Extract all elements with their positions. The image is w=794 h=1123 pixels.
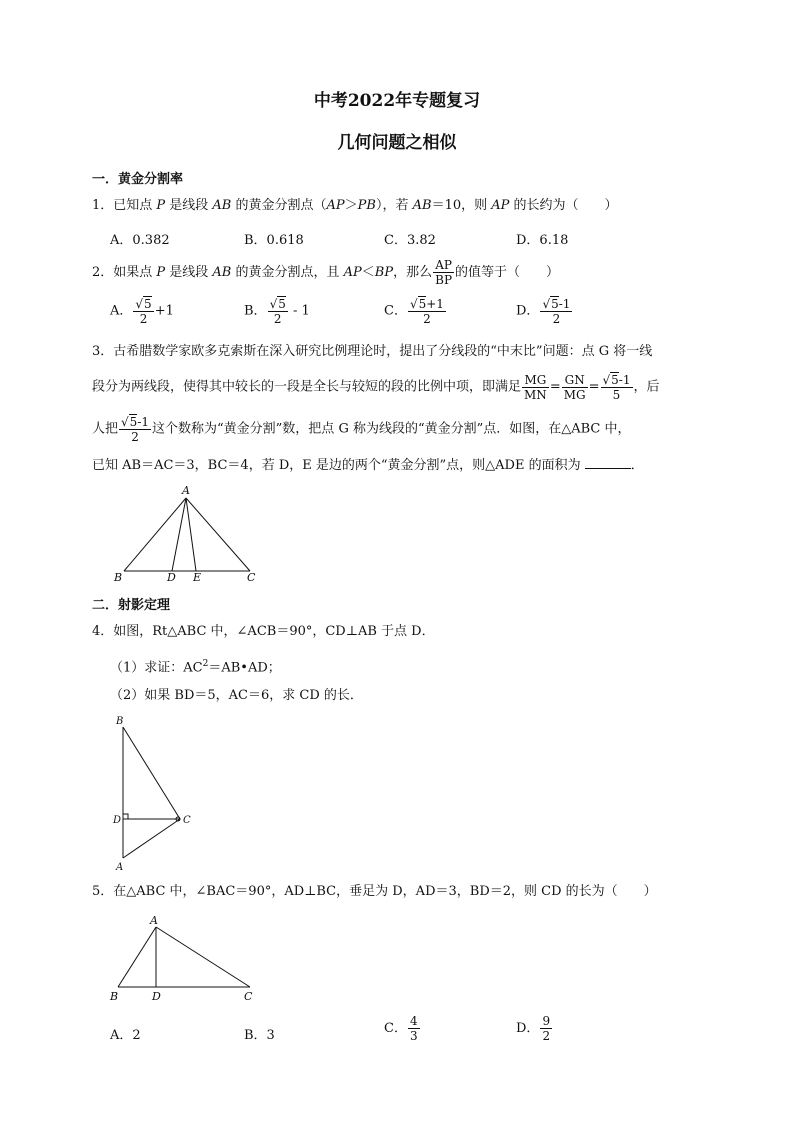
- label-d: D: [113, 815, 122, 826]
- question-3-line-1: 3．古希腊数学家欧多克索斯在深入研究比例理论时，提出了分线段的“中末比”问题：点 G 将一线: [92, 344, 653, 359]
- question-2-stem: 2．如果点 P 是线段 AB 的黄金分割点，且 AP＜BP，那么 $\frac{AP}{BP}$ 的值等于（ ）: [92, 258, 560, 287]
- q2-option-b: B． $\frac{√5}{2}$ - 1: [244, 297, 310, 326]
- label-b: B: [114, 571, 123, 584]
- q5-option-a: A．2: [110, 1028, 141, 1043]
- q4-right-triangle-figure: [110, 712, 200, 876]
- q2-option-d: D． $\frac{√5-1}{2}$: [516, 297, 571, 326]
- label-d: D: [167, 571, 176, 584]
- label-c: C: [244, 990, 253, 1003]
- fraction-ap-bp: $\frac{AP}{BP}$: [435, 258, 453, 287]
- label-a: A: [116, 862, 124, 873]
- question-4-line-2: （1）求证：$AC^2=AB•AD$；: [110, 659, 281, 676]
- label-b: B: [116, 716, 124, 727]
- question-3-line-4: 已知 AB＝AC＝3，BC＝4，若 D，E 是边的两个“黄金分割”点，则△ADE 的面积为 ．: [92, 458, 644, 473]
- answer-blank[interactable]: [585, 456, 631, 469]
- q5-option-d: D． $\frac{9}{2}$: [516, 1014, 551, 1043]
- q5-triangle-figure: [106, 910, 266, 1006]
- question-4-line-1: 4．如图，Rt△ABC 中，∠ACB＝90°，CD⊥AB 于点 D．: [92, 624, 435, 639]
- section-title-projection-theorem: 二．射影定理: [92, 598, 171, 613]
- question-5-stem: 5．在△ABC 中，∠BAC＝90°，AD⊥BC，垂足为 D，AD＝3，BD＝2，则 CD 的长为（ ）: [92, 884, 657, 899]
- question-3-line-2: 段分为两线段，使得其中较长的一段是全长与较短的段的比例中项，即满足 $\frac{MG}{MN}$ = $\frac{GN}{MG}$ = $\frac{√5-1}{5}$ ，后: [92, 372, 660, 402]
- q5-option-c: C． $\frac{4}{3}$: [384, 1014, 418, 1043]
- question-3-line-3: 人把 $\frac{√5-1}{2}$ 这个数称为“黄金分割”数，把点 G 称为线段的“黄金分割”点．如图，在△ABC 中，: [92, 415, 631, 444]
- q1-option-b: B．0.618: [244, 233, 304, 248]
- label-e: E: [193, 571, 202, 584]
- q1-option-d: D．6.18: [516, 233, 569, 248]
- label-d: D: [152, 990, 161, 1003]
- label-a: A: [182, 484, 190, 497]
- q2-option-c: C． $\frac{√5+1}{2}$: [384, 297, 444, 326]
- label-b: B: [110, 990, 119, 1003]
- q1-option-c: C．3.82: [384, 233, 436, 248]
- label-c: C: [247, 571, 256, 584]
- q1-option-a: A．0.382: [110, 233, 170, 248]
- section-title-golden-ratio: 一．黄金分割率: [92, 172, 184, 187]
- page-subtitle: 几何问题之相似: [337, 133, 457, 153]
- label-a: A: [150, 914, 158, 927]
- q3-triangle-figure: [110, 482, 270, 586]
- label-c: C: [183, 815, 191, 826]
- question-4-line-3: （2）如果 BD＝5，AC＝6，求 CD 的长．: [110, 688, 363, 703]
- q2-option-a: A． $\frac{√5}{2}$ +1: [110, 297, 174, 326]
- q5-option-b: B．3: [244, 1028, 275, 1043]
- question-1-stem: 1．已知点 P 是线段 AB 的黄金分割点（AP＞PB），若 AB＝10，则 AP 的长约为（ ）: [92, 198, 618, 213]
- page-title: 中考2022年专题复习: [313, 91, 481, 111]
